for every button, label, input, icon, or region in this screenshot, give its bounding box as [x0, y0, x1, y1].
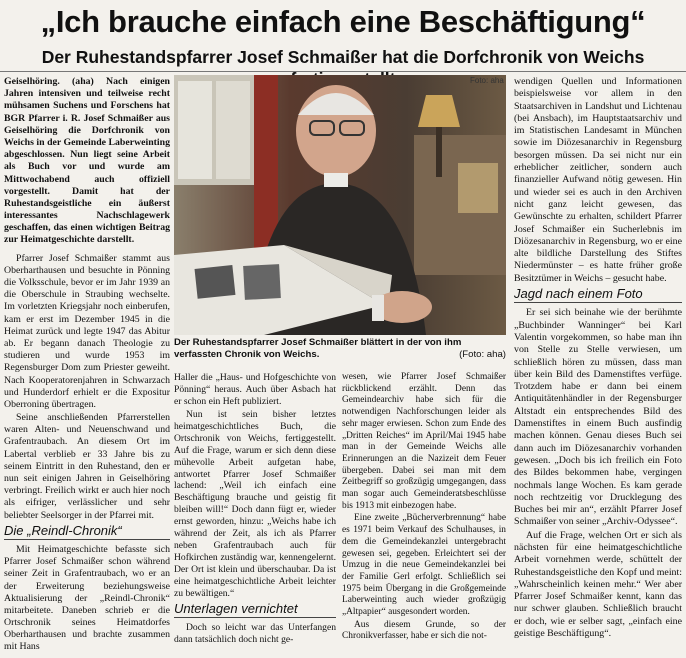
- paragraph: wesen, wie Pfarrer Josef Schmaißer rückblickend erzählt. Denn das Gemeindearchiv habe sich für die notwendigen Nachforschungen leider als sehr mager erwiesen. Schon zum Ende des „Dritten Reiches“ im April/Mai 1945 habe man in der Gemeinde Weichs alle Erinnerungen an die Nazizeit dem Feuer übergeben. Dabei sei man mit dem Zeitbegriff so großzügig umgegangen, dass man sogar auch Gemeinderatsbeschlüsse bis 1913 mit einbezogen habe.: [342, 372, 506, 511]
- header-rule: [0, 71, 686, 72]
- paragraph: Pfarrer Josef Schmaißer stammt aus Oberharthausen und besuchte in Pönning die Volksschule, bevor er im Jahr 1939 an die Oberschule in Straubing wechselte. Im vorletzten Kriegsjahr noch einberufen, kam er erst im Dezember 1945 in die Heimat zurück und legte 1947 das Abitur ab. Er begann danach Theologie zu studieren und wurde 1953 im Regensburger Dom zum Priester geweiht. Nach Kooperatorenjahren in Schwarzach und Hunderdorf erhielt er die Expositur Oberroning übertragen.: [4, 252, 170, 410]
- paragraph: Auf die Frage, welchen Ort er sich als nächsten für eine heimatgeschichtliche Arbeit vornehmen werde, schüttelt der Ruhestandsgeistliche den Kopf und meint: „Wahrscheinlich keinen mehr.“ Wer aber Pfarrer Josef Schmaißer kennt, kann das nur schwer glauben. Schließlich braucht er doch, wie er selber sagt, „einfach eine geistige Beschäftigung“.: [514, 529, 682, 640]
- subheadline: Der Ruhestandspfarrer Josef Schmaißer hat die Dorfchronik von Weichs: [41, 47, 645, 67]
- photo-pfarrer-with-chronicle: [174, 75, 506, 335]
- caption-text: Der Ruhestandspfarrer Josef Schmaißer blättert in der von ihm verfassten Chronik von Weichs.: [174, 337, 462, 360]
- photo-credit-top: Foto: aha: [470, 76, 504, 85]
- section-heading-unterlagen: Unterlagen vernichtet: [174, 603, 336, 618]
- lead-paragraph: Geiselhöring. (aha) Nach einigen Jahren intensiven und teilweise recht mühsamen Suchens und Forschens hat BGR Pfarrer i. R. Josef Schmaißer aus Geiselhöring die Dorfchronik von Weichs in der Gemeinde Laberweinting abgeschlossen. Nun liegt seine Arbeit als Buch vor und wurde am Mittwochabend auch offiziell vorgestellt. Damit hat der Ruhestandsgeistliche ein äußerst interessantes Nachschlagewerk geschaffen, das einen wichtigen Beitrag zur Heimatgeschichte darstellt.: [4, 76, 170, 246]
- paragraph: Haller die „Haus- und Hofgeschichte von Pönning“ heraus. Auch über Asbach hat er schon ein Heft publiziert.: [174, 372, 336, 407]
- paragraph: wendigen Quellen und Informationen beispielsweise vor allem in den Staatsarchiven in Landshut und Lichtenau (bei Ansbach), im Hauptstaatsarchiv und im Statistischen Landesamt in München sowie im Diözesanarchiv in Regensburg besorgen müssen. Da sei nicht nur ein erheblicher zeitlicher, sondern auch finanzieller Aufwand nötig gewesen. Hin und wieder sei es auch in den Archiven nicht ganz leicht gewesen, das Gewünschte zu erhalten, schildert Pfarrer Josef Schmaißer ein Sucherlebnis im Diözesanarchiv in Regensburg, wo er eine alte bildliche Darstellung des Stiftes Niedermünster – es hatte früher große Besitztümer in Weichs – gesucht habe.: [514, 76, 682, 284]
- photo-caption: [174, 337, 506, 360]
- paragraph: Er sei sich beinahe wie der berühmte „Buchbinder Wanninger“ bei Karl Valentin vorgekommen, so habe man ihn von Stelle zu Stelle verwiesen, um schließlich hören zu müssen, dass man über kein Bild des Damenstiftes verfüge. Trotzdem habe er dann bei einem Antiquitätenhändler in der Regensburger Altstadt ein entsprechendes Bild des Damenstiftes in einem Buch ausfindig machen können. Genau dieses Buch sei dann auch im Diözesanarchiv vorhanden gewesen. „Doch bis ich freilich ein Foto des Bildes bekommen habe, vergingen nochmals lange Wochen. Es kam gerade noch rechtzeitig vor Drucklegung des Buches bei mir an“, erzählt Pfarrer Josef Schmaißer von seiner „Archiv-Odyssee“.: [514, 307, 682, 528]
- paragraph: Nun ist sein bisher letztes heimatgeschichtliches Buch, die Ortschronik von Weichs, fertiggestellt. Auf die Frage, warum er sich denn diese mühevolle Arbeit aufgetan habe, antwortet Pfarrer Josef Schmaißer lachend: „Weil ich einfach eine Beschäftigung brauche und geistig fit bleiben will!“ Doch dann fügt er, wieder ernst geworden, hinzu: „Weichs habe ich während der Zeit, als ich als Pfarrer neben Grafentraubach auch für Hofkirchen zuständig war, kennengelernt. Der Ort ist klein und überschaubar. Da ist eine heimatgeschichtliche Arbeit leichter zu bewältigen.“: [174, 408, 336, 599]
- headline: „Ich brauche einfach eine Beschäftigung“: [40, 4, 646, 39]
- paragraph: Eine zweite „Bücherverbrennung“ habe es 1971 beim Verkauf des Schulhauses, in dem die Gemeindekanzlei untergebracht gewesen sei, gegeben. Erleichtert sei der Umzug in die neue Gemeindekanzlei bei der Familie Gerl erfolgt. Schließlich sei 1975 beim Übergang in die Großgemeinde Laberweinting auch wieder großzügig „Altpapier“ ausgesondert worden.: [342, 513, 506, 618]
- paragraph: Seine anschließenden Pfarrerstellen waren Alten- und Neuenschwand und Grafentraubach. An diesem Ort im Labertal verblieb er 33 Jahre bis zu seinem Eintritt in den Ruhestand, den er nun seit einigen Jahren in Geiselhöring verbringt. Freilich wirkt er auch hier noch als eifriger, verlässlicher und sehr beliebter Seelsorger in der Pfarrei mit.: [4, 412, 170, 521]
- section-heading-jagd-foto: Jagd nach einem Foto: [514, 288, 682, 303]
- paragraph: Doch so leicht war das Unterfangen dann tatsächlich doch nicht ge-: [174, 621, 336, 645]
- paragraph: Mit Heimatgeschichte befasste sich Pfarrer Josef Schmaißer schon während seiner Zeit in Grafentraubach, wo er an der Erweiterung beziehungsweise Aktualisierung der „Reindl-Chronik“ mitarbeitete. Daneben schrieb er die Ortschronik seines Heimatdorfes Oberharthausen und brachte zusammen mit Hans: [4, 543, 170, 653]
- column-2: [174, 372, 336, 646]
- column-3: [342, 372, 506, 643]
- paragraph: Aus diesem Grunde, so der Chronikverfasser, habe er sich die not-: [342, 619, 506, 642]
- column-1: [4, 76, 170, 654]
- section-heading-reindl-chronik: Die „Reindl-Chronik“: [4, 525, 170, 540]
- column-4: [514, 76, 682, 640]
- caption-credit: (Foto: aha): [459, 348, 506, 360]
- photo-illustration: [174, 75, 506, 335]
